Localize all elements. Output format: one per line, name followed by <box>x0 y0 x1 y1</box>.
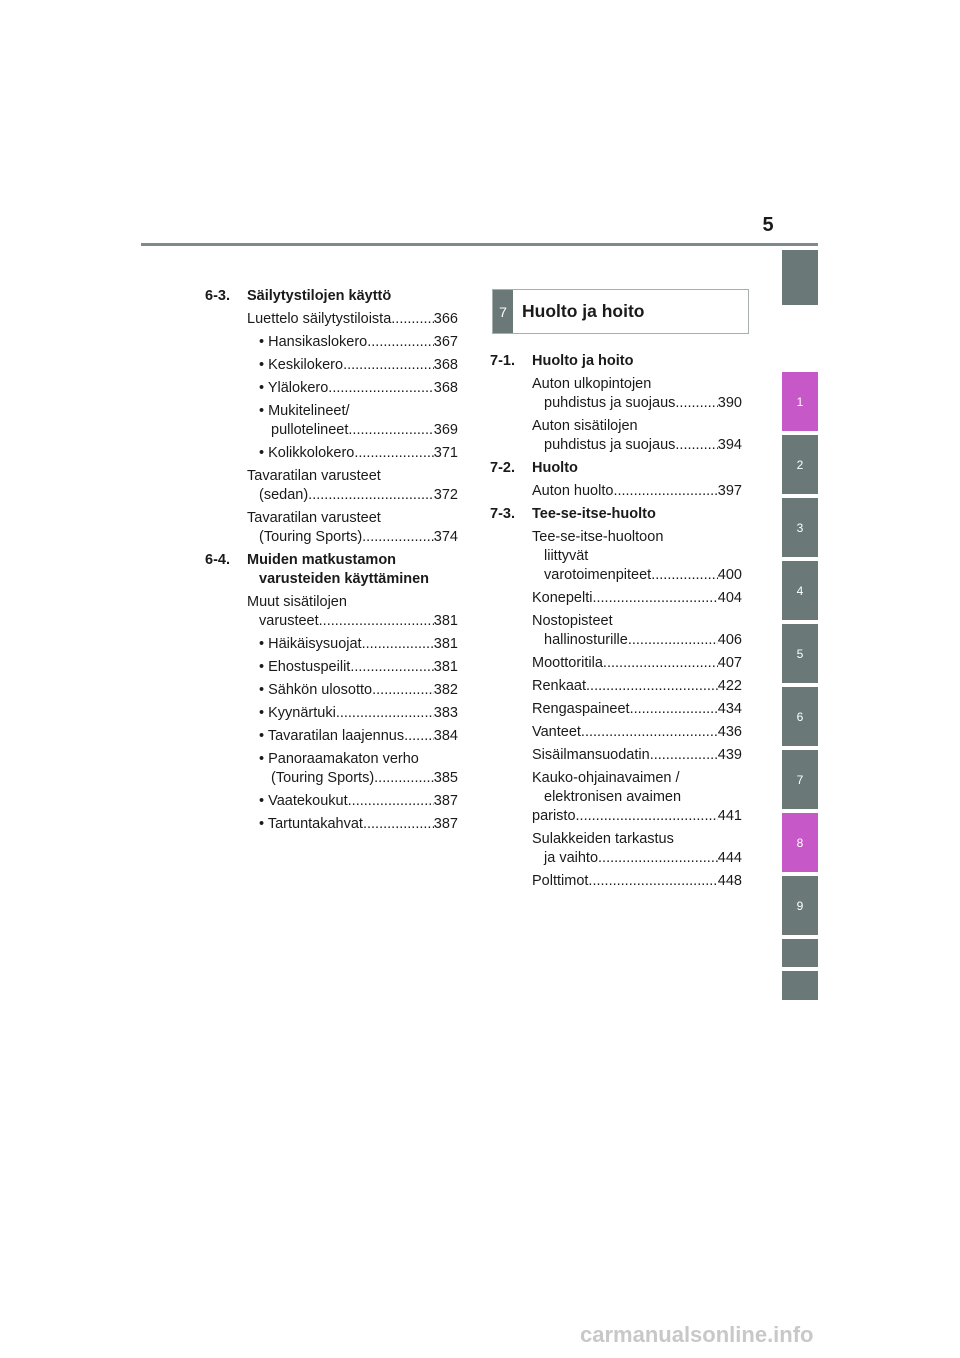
toc-entry[interactable]: • Keskilokero ..... 368 <box>259 356 458 375</box>
toc-entry[interactable]: • Panoraamakaton verho (Touring Sports) ..... 385 <box>259 750 458 788</box>
toc-entry[interactable]: Tavaratilan varusteet (sedan) ..... 372 <box>247 467 458 505</box>
page-ref: 368 <box>433 380 458 396</box>
chapter-title: Huolto ja hoito <box>522 301 645 321</box>
page-ref: 387 <box>433 793 458 809</box>
chapter-number-badge: 7 <box>493 290 513 333</box>
section-heading <box>490 459 742 478</box>
toc-left-column <box>205 287 458 834</box>
section-heading <box>205 287 458 306</box>
page-ref: 404 <box>717 590 742 606</box>
toc-entry[interactable]: Tavaratilan varusteet (Touring Sports) ..... 374 <box>247 509 458 547</box>
toc-entry[interactable]: • Ylälokero ..... 368 <box>259 379 458 398</box>
page-ref: 448 <box>717 873 742 889</box>
chapter-tab-4[interactable]: 4 <box>782 561 818 620</box>
toc-entry[interactable]: • Tavaratilan laajennus ..... 384 <box>259 727 458 746</box>
section-heading <box>490 352 742 371</box>
section-code: 7-2. <box>490 460 515 476</box>
header-rule <box>141 243 818 246</box>
section-title: Muiden matkustamon <box>247 552 397 568</box>
page-ref: 434 <box>717 701 742 717</box>
section-code: 6-3. <box>205 288 230 304</box>
toc-entry[interactable]: Vanteet ..... 436 <box>532 723 742 742</box>
toc-entry[interactable]: Auton ulkopintojen puhdistus ja suojaus ..... 390 <box>532 375 742 413</box>
chapter-tab-blank-b[interactable] <box>782 971 818 1000</box>
toc-entry[interactable]: • Häikäisysuojat ..... 381 <box>259 635 458 654</box>
chapter-header <box>492 289 749 334</box>
section-code: 7-1. <box>490 353 515 369</box>
section-title: Säilytystilojen käyttö <box>247 288 392 304</box>
page-ref: 369 <box>433 422 458 438</box>
chapter-tab-7[interactable]: 7 <box>782 750 818 809</box>
chapter-tab-2[interactable]: 2 <box>782 435 818 494</box>
page-ref: 384 <box>433 728 458 744</box>
page-ref: 397 <box>717 483 742 499</box>
page-ref: 394 <box>717 437 742 453</box>
toc-entry[interactable]: • Kolikkolokero ..... 371 <box>259 444 458 463</box>
page-ref: 436 <box>717 724 742 740</box>
page-ref: 441 <box>717 808 742 824</box>
toc-entry[interactable]: Moottoritila ..... 407 <box>532 654 742 673</box>
page-ref: 367 <box>433 334 458 350</box>
toc-entry[interactable]: • Hansikaslokero ..... 367 <box>259 333 458 352</box>
section-code: 6-4. <box>205 552 230 568</box>
page-ref: 366 <box>433 311 458 327</box>
toc-entry[interactable]: Konepelti ..... 404 <box>532 589 742 608</box>
page-ref: 400 <box>717 567 742 583</box>
toc-entry[interactable]: Renkaat ..... 422 <box>532 677 742 696</box>
toc-entry[interactable]: Auton sisätilojen puhdistus ja suojaus ..... 394 <box>532 417 742 455</box>
toc-entry[interactable]: • Ehostuspeilit ..... 381 <box>259 658 458 677</box>
page-ref: 444 <box>717 850 742 866</box>
toc-entry[interactable]: Nostopisteet hallinosturille ..... 406 <box>532 612 742 650</box>
toc-entry[interactable]: Polttimot ..... 448 <box>532 872 742 891</box>
chapter-tab-blank-a[interactable] <box>782 939 818 967</box>
chapter-tab-5[interactable]: 5 <box>782 624 818 683</box>
toc-entry[interactable]: • Mukitelineet/ pullotelineet ..... 369 <box>259 402 458 440</box>
page-ref: 390 <box>717 395 742 411</box>
page-ref: 381 <box>433 613 458 629</box>
chapter-tab-6[interactable]: 6 <box>782 687 818 746</box>
page-ref: 382 <box>433 682 458 698</box>
chapter-tab-1[interactable]: 1 <box>782 372 818 431</box>
chapter-tab-9[interactable]: 9 <box>782 876 818 935</box>
section-title: Tee-se-itse-huolto <box>532 506 656 522</box>
page-ref: 385 <box>433 770 458 786</box>
page-ref: 406 <box>717 632 742 648</box>
section-heading <box>205 551 458 589</box>
page-ref: 422 <box>717 678 742 694</box>
page-ref: 383 <box>433 705 458 721</box>
page-ref: 371 <box>433 445 458 461</box>
toc-entry[interactable]: • Vaatekoukut ..... 387 <box>259 792 458 811</box>
chapter-tab-8[interactable]: 8 <box>782 813 818 872</box>
toc-entry[interactable]: • Sähkön ulosotto ..... 382 <box>259 681 458 700</box>
toc-entry[interactable]: • Tartuntakahvat ..... 387 <box>259 815 458 834</box>
toc-entry[interactable]: Sulakkeiden tarkastus ja vaihto ..... 444 <box>532 830 742 868</box>
page-number: 5 <box>762 214 774 236</box>
toc-entry[interactable]: Auton huolto ..... 397 <box>532 482 742 501</box>
page-ref: 439 <box>717 747 742 763</box>
toc-entry[interactable]: Luettelo säilytystiloista ..... 366 <box>247 310 458 329</box>
toc-entry[interactable]: Rengaspaineet ..... 434 <box>532 700 742 719</box>
section-title: Huolto <box>532 460 578 476</box>
watermark: carmanualsonline.info <box>580 1322 814 1347</box>
toc-entry[interactable]: • Kyynärtuki ..... 383 <box>259 704 458 723</box>
section-title: Huolto ja hoito <box>532 353 634 369</box>
section-heading <box>490 505 742 524</box>
toc-entry[interactable]: Tee-se-itse-huoltoon liittyvät varotoimenpiteet ..... 400 <box>532 528 742 585</box>
page-ref: 407 <box>717 655 742 671</box>
toc-right-column <box>490 352 742 891</box>
page-ref: 381 <box>433 659 458 675</box>
section-code: 7-3. <box>490 506 515 522</box>
section-title-cont: varusteiden käyttäminen <box>259 571 430 587</box>
page-ref: 381 <box>433 636 458 652</box>
toc-entry[interactable]: Sisäilmansuodatin ..... 439 <box>532 746 742 765</box>
chapter-tab-blank-top[interactable] <box>782 250 818 305</box>
page-ref: 387 <box>433 816 458 832</box>
page-ref: 368 <box>433 357 458 373</box>
chapter-tab-3[interactable]: 3 <box>782 498 818 557</box>
page-ref: 372 <box>433 487 458 503</box>
toc-entry[interactable]: Muut sisätilojen varusteet ..... 381 <box>247 593 458 631</box>
page-ref: 374 <box>433 529 458 545</box>
toc-entry[interactable]: Kauko-ohjainavaimen / elektronisen avaimen paristo ..... 441 <box>532 769 742 826</box>
